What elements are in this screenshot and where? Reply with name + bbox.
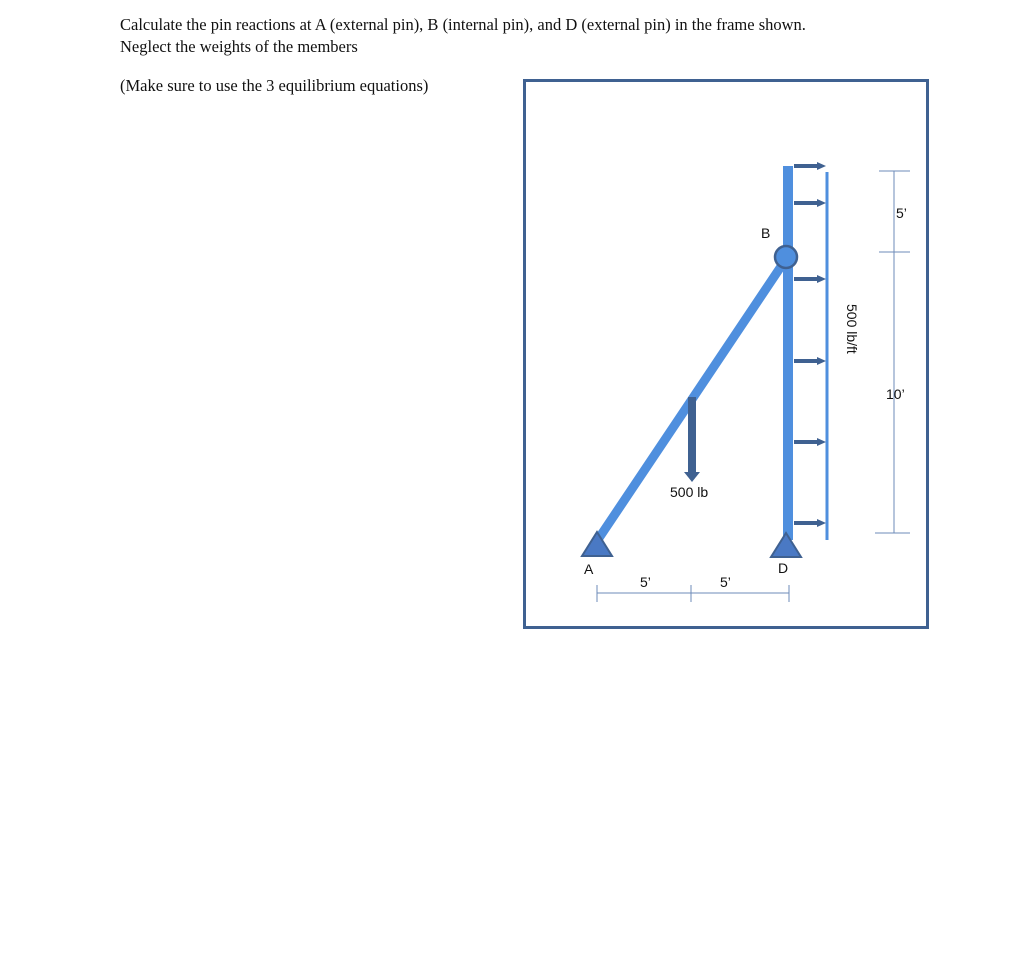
load-arrow (794, 519, 826, 527)
label-a: A (584, 561, 594, 577)
support-d (771, 533, 801, 557)
load-arrow (794, 438, 826, 446)
distributed-load-arrows (794, 162, 826, 527)
dim-horizontal-2: 5’ (720, 574, 731, 590)
dim-vertical-main: 10’ (886, 386, 905, 402)
point-load-label: 500 lb (670, 484, 709, 500)
problem-line-1: Calculate the pin reactions at A (external pin), B (internal pin), and D (external pin) in the frame shown. (120, 15, 806, 34)
distributed-load-label: 500 lb/ft (844, 304, 860, 354)
load-arrow (794, 357, 826, 365)
pin-b (775, 246, 797, 268)
dim-horizontal-1: 5’ (640, 574, 651, 590)
member-bd (783, 166, 793, 540)
support-a (582, 532, 612, 556)
label-d: D (778, 560, 789, 576)
load-arrow (794, 199, 826, 207)
problem-note: (Make sure to use the 3 equilibrium equations) (120, 76, 429, 95)
load-arrow (794, 275, 826, 283)
problem-line-2: Neglect the weights of the members (120, 37, 358, 56)
load-arrow (794, 162, 826, 170)
horizontal-dimension (597, 585, 789, 602)
vertical-dimension (875, 171, 910, 533)
dim-vertical-top: 5’ (896, 205, 907, 221)
label-b: B (761, 225, 771, 241)
